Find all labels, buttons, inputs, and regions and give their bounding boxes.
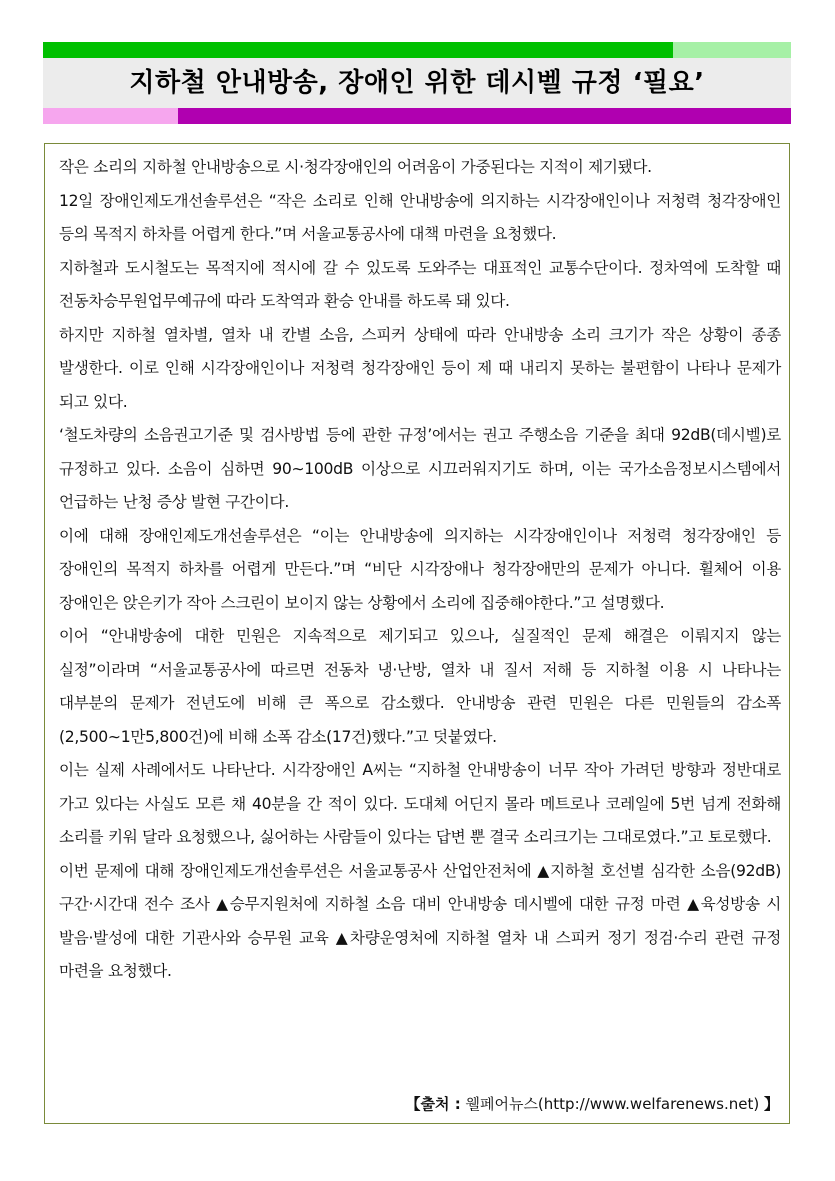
- article-paragraph: 하지만 지하철 열차별, 열차 내 칸별 소음, 스피커 상태에 따라 안내방송 소리 크기가 작은 상황이 종종 발생한다. 이로 인해 시각장애인이나 저청력 청각장애인 등이 제 때 내리지 못하는 불편함이 나타나 문제가 되고 있다.: [59, 325, 781, 411]
- source-label: 출처 :: [420, 1095, 461, 1113]
- bottom-accent-bar: [178, 108, 791, 124]
- source-credit: [405, 1093, 779, 1115]
- article-paragraph: 이어 “안내방송에 대한 민원은 지속적으로 제기되고 있으나, 실질적인 문제 해결은 이뤄지지 않는 실정”이라며 “서울교통공사에 따르면 전동차 냉·난방, 열차 내 질서 저해 등 지하철 이용 시 나타나는 대부분의 문제가 전년도에 비해 큰 폭으로 감소했다. 안내방송 관련 민원은 다른 민원들의 감소폭(2,500∼1만5,800건)에 비해 소폭 감소(17건)했다.”고 덧붙였다.: [59, 627, 781, 746]
- article-paragraph: 작은 소리의 지하철 안내방송으로 시·청각장애인의 어려움이 가중된다는 지적이 제기됐다.: [59, 158, 652, 176]
- article-paragraph: 12일 장애인제도개선솔루션은 “작은 소리로 인해 안내방송에 의지하는 시각장애인이나 저청력 청각장애인 등의 목적지 하차를 어렵게 한다.”며 서울교통공사에 대책 마련을 요청했다.: [59, 191, 781, 243]
- article-paragraph: 이번 문제에 대해 장애인제도개선솔루션은 서울교통공사 산업안전처에 ▲지하철 호선별 심각한 소음(92dB) 구간·시간대 전수 조사 ▲승무지원처에 지하철 소음 대비 안내방송 데시벨에 대한 규정 마련 ▲육성방송 시 발음·발성에 대한 기관사와 승무원 교육 ▲차량운영처에 지하철 열차 내 스피커 정기 정검·수리 관련 규정 마련을 요청했다.: [59, 861, 781, 980]
- article-paragraph: 이에 대해 장애인제도개선솔루션은 “이는 안내방송에 의지하는 시각장애인이나 저청력 청각장애인 등 장애인의 목적지 하차를 어렵게 만든다.”며 “비단 시각장애나 청각장애만의 문제가 아니다. 휠체어 이용 장애인은 앉은키가 작아 스크린이 보이지 않는 상황에서 소리에 집중해야한다.”고 설명했다.: [59, 526, 781, 612]
- source-open-bracket: 【: [405, 1095, 421, 1113]
- page-title: 지하철 안내방송, 장애인 위한 데시벨 규정 ‘필요’: [129, 68, 705, 98]
- top-accent-bar: [43, 42, 673, 58]
- source-text: 웰페어뉴스(http://www.welfarenews.net): [465, 1095, 760, 1113]
- title-band: [43, 58, 791, 108]
- article-paragraph: ‘철도차량의 소음권고기준 및 검사방법 등에 관한 규정’에서는 권고 주행소음 기준을 최대 92dB(데시벨)로 규정하고 있다. 소음이 심하면 90∼100dB 이상으로 시끄러워지기도 하며, 이는 국가소음정보시스템에서 언급하는 난청 증상 발현 구간이다.: [59, 426, 781, 511]
- source-close-bracket: 】: [763, 1095, 779, 1113]
- article-paragraph: 지하철과 도시철도는 목적지에 적시에 갈 수 있도록 도와주는 대표적인 교통수단이다. 정차역에 도착할 때 전동차승무원업무예규에 따라 도착역과 환승 안내를 하도록 돼 있다.: [59, 258, 781, 310]
- article-paragraph: 이는 실제 사례에서도 나타난다. 시각장애인 A씨는 “지하철 안내방송이 너무 작아 가려던 방향과 정반대로 가고 있다는 사실도 모른 채 40분을 간 적이 있다. 도대체 어딘지 몰라 메트로나 코레일에 5번 넘게 전화해 소리를 키워 달라 요청했으나, 싫어하는 사람들이 있다는 답변 뿐 결국 소리크기는 그대로였다.”고 토로했다.: [59, 761, 781, 846]
- article-box: [44, 143, 790, 1124]
- top-accent-bar-light: [673, 42, 791, 58]
- bottom-accent-bar-light: [43, 108, 178, 124]
